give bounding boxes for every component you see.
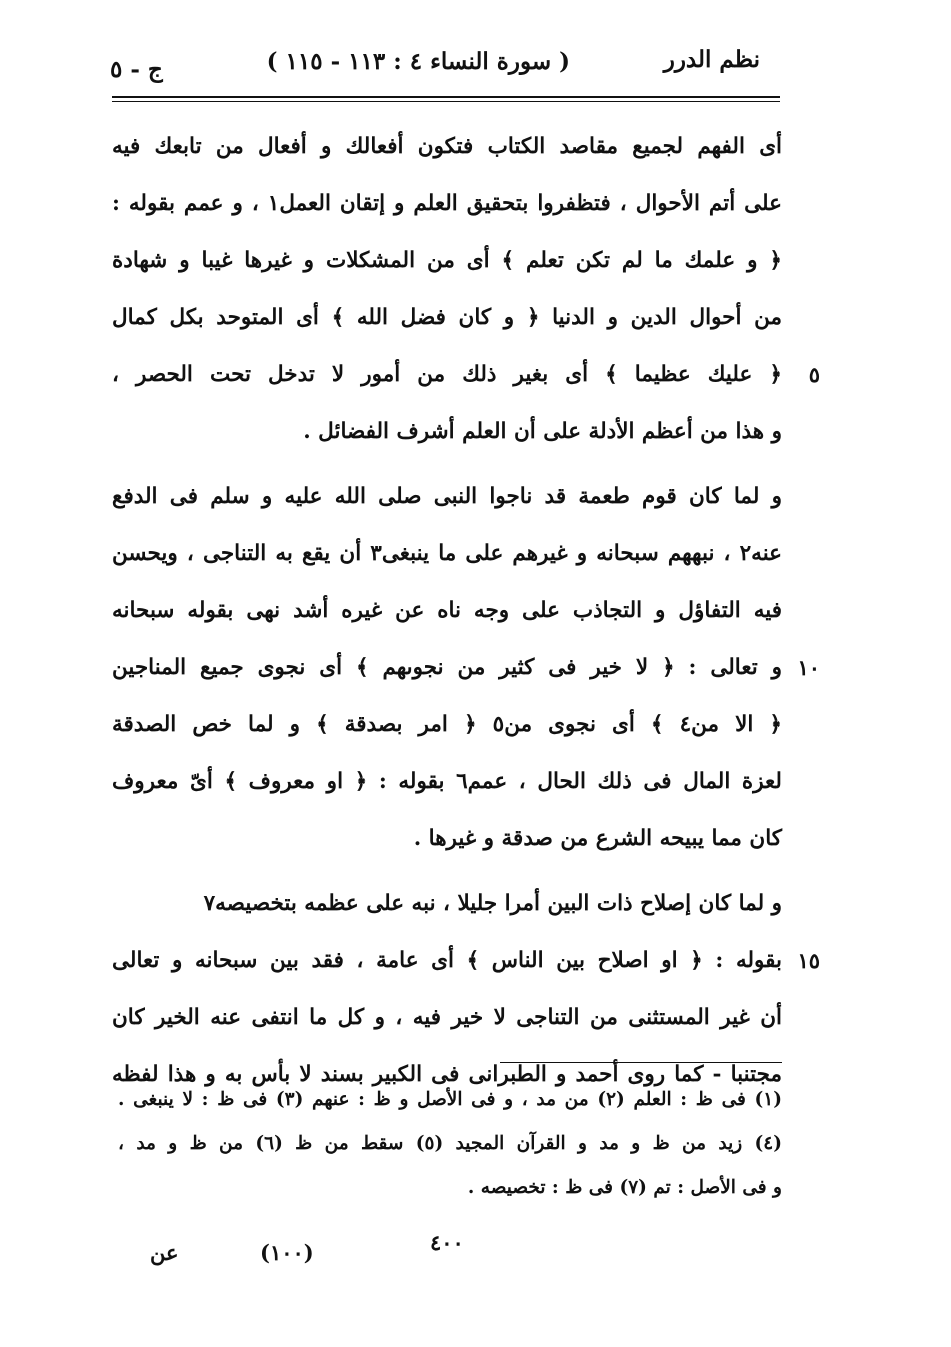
text-line: [112, 525, 782, 582]
text-line-content: على أتم الأحوال ، فتظفروا بتحقيق العلم و إتقان العمل١ ، و عمم بقوله :: [112, 191, 783, 216]
text-line-content: ﴿ عليك عظيما ﴾ أى بغير ذلك من أمور لا تدخل تحت الحصر ،: [112, 362, 782, 387]
book-title: نظم الدرر: [663, 46, 760, 73]
text-line-content: و هذا من أعظم الأدلة على أن العلم أشرف الفضائل .: [303, 419, 782, 444]
text-line: [112, 346, 820, 403]
text-line-content: و لما كان إصلاح ذات البين أمرا جليلا ، نبه على عظمه بتخصيصه٧: [203, 891, 782, 916]
text-line: [112, 932, 820, 989]
footnotes: [118, 1078, 782, 1210]
text-line-content: كان مما يبيحه الشرع من صدقة و غيرها .: [413, 826, 782, 851]
text-line-content: ﴿ و علمك ما لم تكن تعلم ﴾ أى من المشكلات و غيرها غيبا و شهادة: [112, 248, 782, 273]
line-number: ١٥: [797, 948, 820, 973]
catchword: عن: [150, 1240, 179, 1265]
text-line: [112, 175, 782, 232]
line-number: ١٠: [797, 655, 820, 680]
text-line: [112, 582, 782, 639]
text-line-content: و لما كان قوم طعمة قد ناجوا النبى صلى الله عليه و سلم فى الدفع: [112, 484, 782, 509]
text-line: [112, 989, 782, 1046]
text-line: [112, 696, 782, 753]
text-line-content: أن غير المستثنى من التناجى لا خير فيه ، و كل ما انتفى عنه الخير كان: [112, 1005, 782, 1030]
page-footer: [150, 1230, 650, 1270]
header-rule-thin: [112, 101, 780, 102]
text-line: [112, 810, 782, 867]
text-line-content: أى الفهم لجميع مقاصد الكتاب فتكون أفعالك و أفعال من تابعك فيه: [112, 134, 782, 159]
footnote-line: (٤) زيد من ظ و مد و القرآن المجيد (٥) سقط من ظ (٦) من ظ و مد ،: [118, 1133, 782, 1154]
header-rule: [112, 96, 780, 98]
text-line-content: عنه٢ ، نبههم سبحانه و غيرهم على ما ينبغى٣ أن يقع به التناجى ، ويحسن: [112, 541, 783, 566]
body-text: [112, 118, 820, 1103]
text-line: [112, 639, 820, 696]
text-line: [112, 403, 782, 460]
text-line-content: مجتنبا - كما روى أحمد و الطبرانى فى الكبير بسند لا بأس به و هذا لفظه: [112, 1062, 782, 1087]
text-line: [112, 289, 782, 346]
footnote-line: (١) فى ظ : العلم (٢) من مد ، و فى الأصل و ظ : عنهم (٣) فى ظ : لا ينبغى .: [118, 1089, 782, 1110]
text-line-content: فيه التفاؤل و التجاذب على وجه ناه عن غيره أشد نهى بقوله سبحانه: [112, 598, 782, 623]
text-line-content: لعزة المال فى ذلك الحال ، عمم٦ بقوله : ﴿ او معروف ﴾ أىّ معروف: [112, 769, 782, 794]
line-number: ٥: [808, 362, 820, 387]
text-line-content: ﴿ الا من٤ ﴾ أى نجوى من٥ ﴿ امر بصدقة ﴾ و لما خص الصدقة: [112, 712, 782, 737]
sheet-number: (١٠٠): [260, 1240, 314, 1265]
text-line: [112, 232, 782, 289]
text-line-content: من أحوال الدين و الدنيا ﴿ و كان فضل الله ﴾ أى المتوحد بكل كمال: [112, 305, 782, 330]
text-line: [112, 875, 782, 932]
surah-reference: ( سورة النساء ٤ : ١١٣ - ١١٥ ): [266, 48, 570, 75]
text-line: [112, 118, 782, 175]
text-line-content: بقوله : ﴿ او اصلاح بين الناس ﴾ أى عامة ، فقد بين سبحانه و تعالى: [112, 948, 782, 973]
text-line: [112, 753, 782, 810]
page-header: [100, 38, 760, 88]
footnote-separator: [500, 1062, 782, 1063]
page-number: ٤٠٠: [430, 1230, 464, 1255]
volume-number: ج - ٥: [110, 56, 163, 83]
text-line-content: و تعالى : ﴿ لا خير فى كثير من نجوىهم ﴾ أى نجوى جميع المناجين: [112, 655, 782, 680]
text-line: [112, 468, 782, 525]
footnote-line: و فى الأصل : تم (٧) فى ظ : تخصيصه .: [467, 1177, 782, 1198]
